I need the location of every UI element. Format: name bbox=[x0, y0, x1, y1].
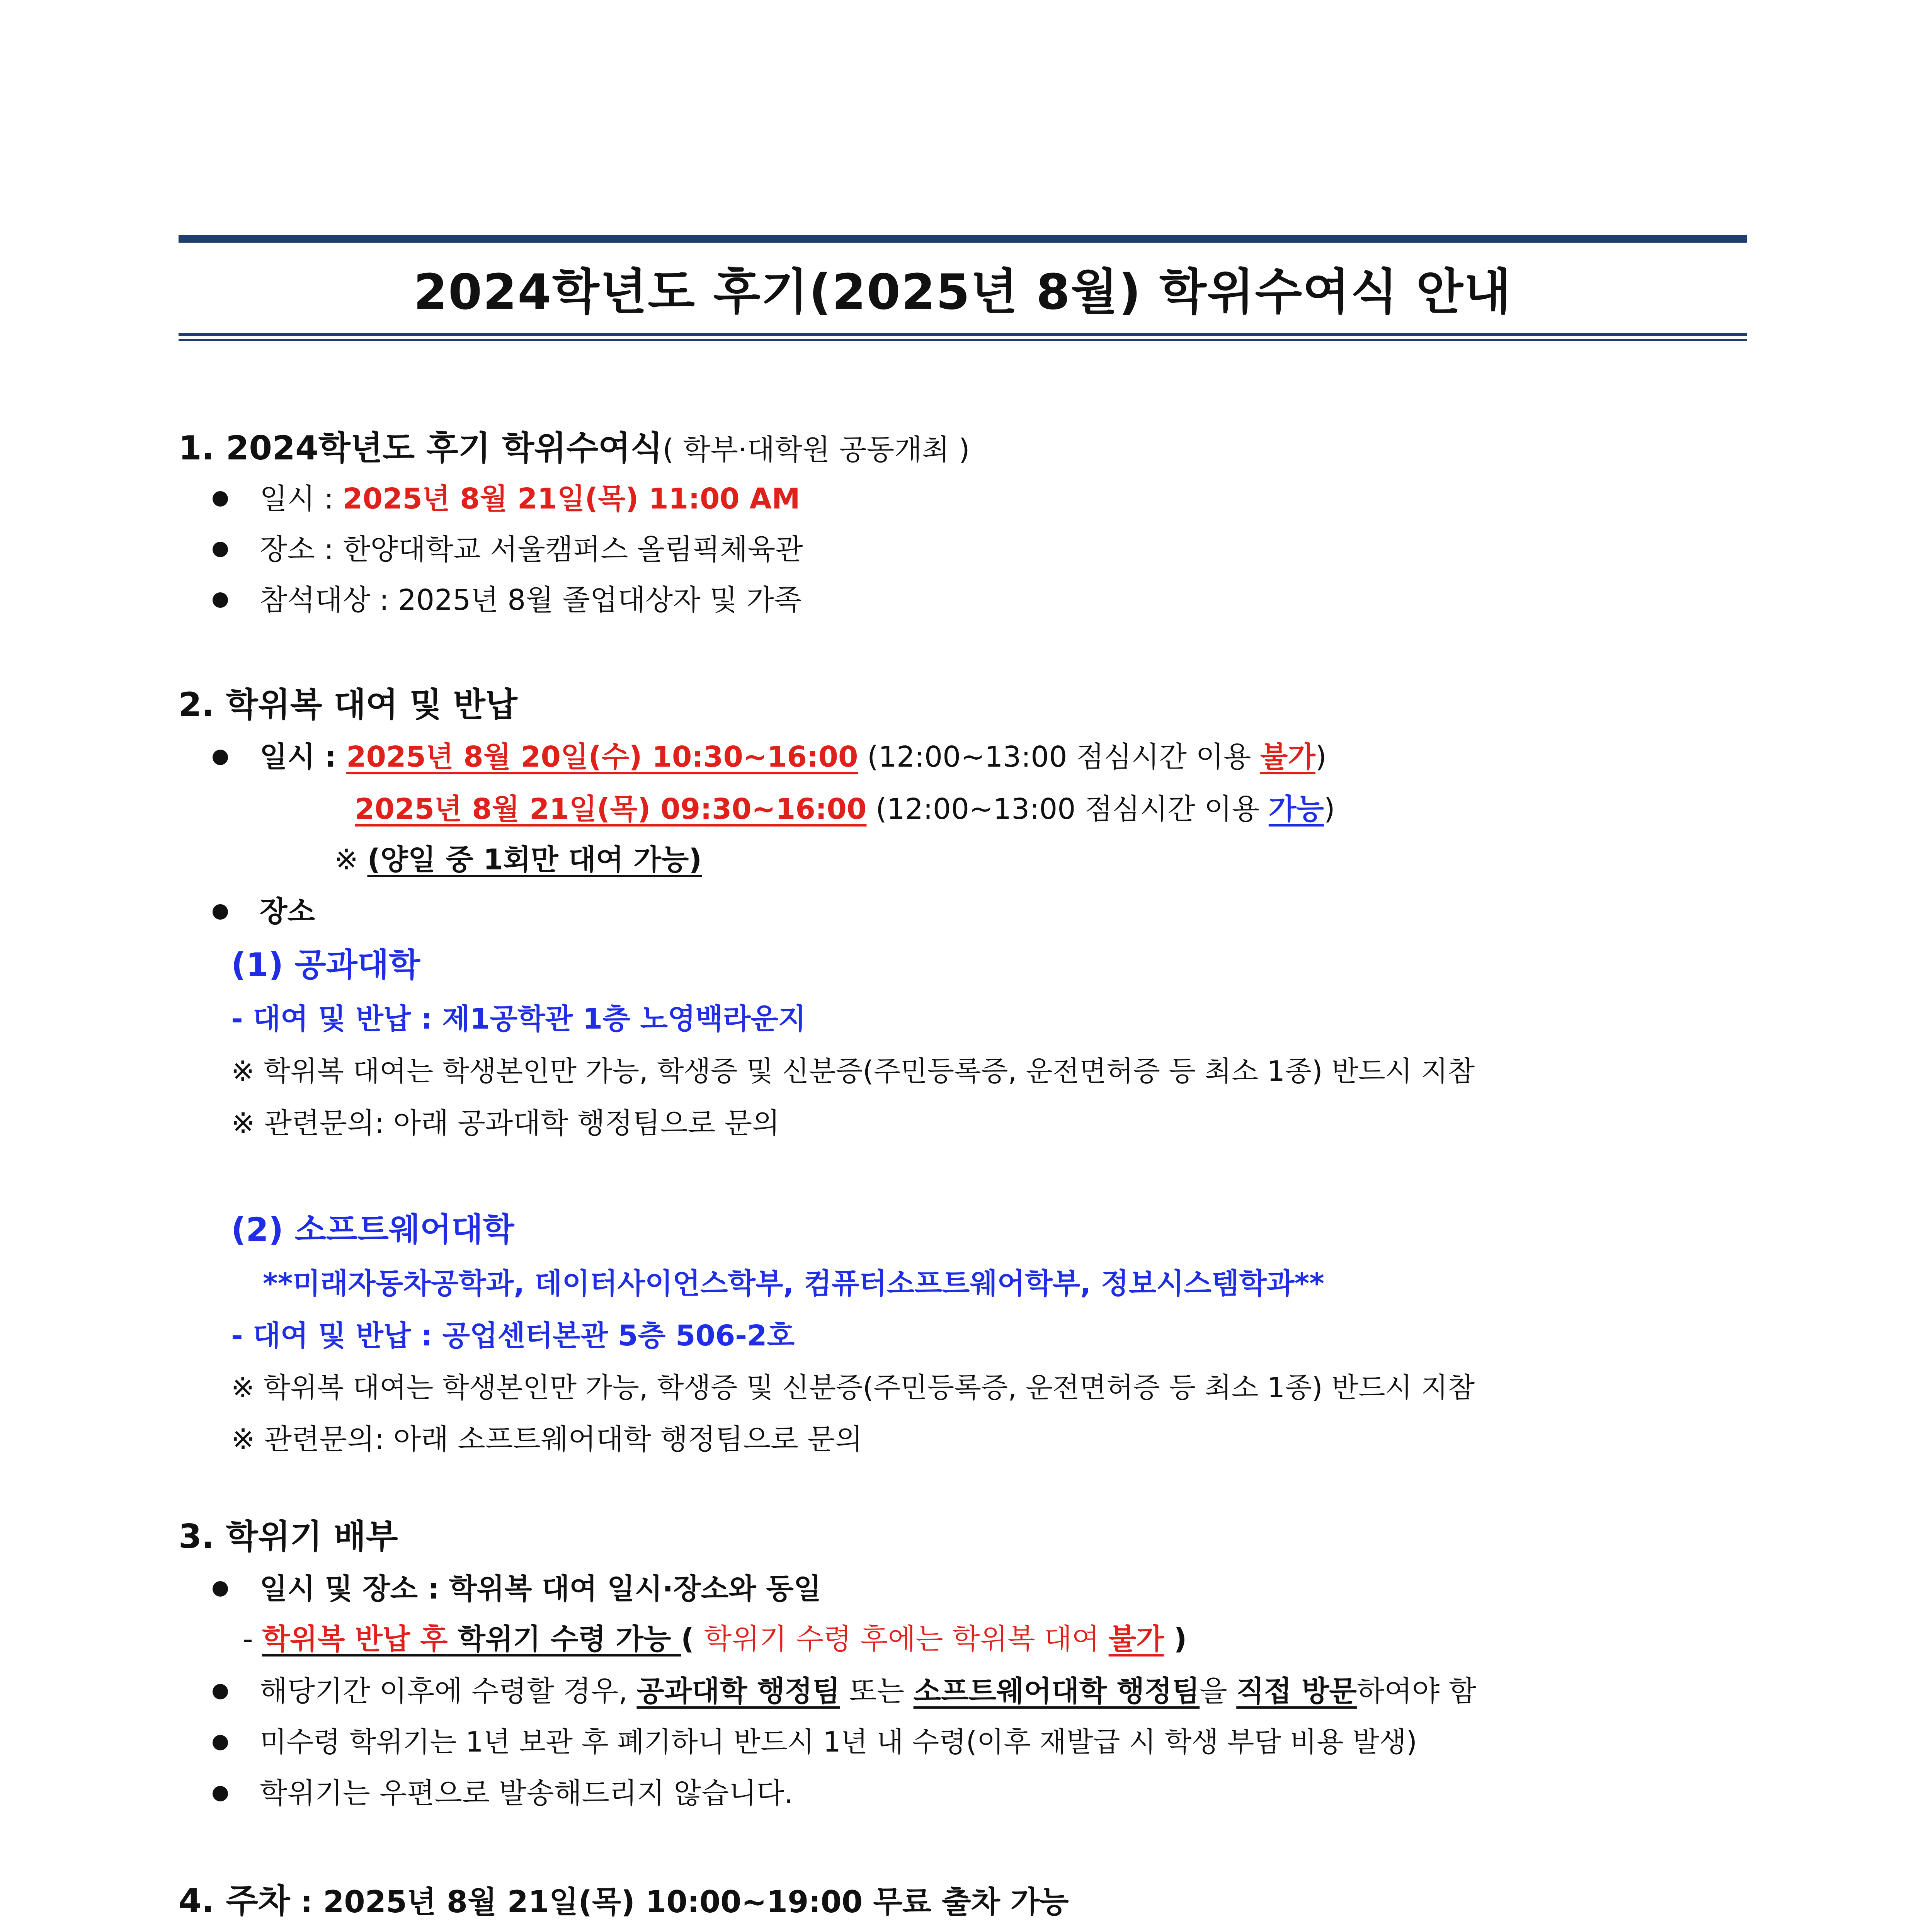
title-rule-bottom bbox=[179, 333, 1747, 336]
section-2-heading: 2. 학위복 대여 및 반납 bbox=[179, 685, 517, 724]
bullet-icon bbox=[213, 1735, 228, 1750]
ceremony-date: 일시 : 2025년 8월 21일(목) 11:00 AM bbox=[260, 482, 800, 515]
bullet-icon bbox=[213, 542, 228, 557]
section-1-heading: 1. 2024학년도 후기 학위수여식( 학부·대학원 공동개최 ) bbox=[179, 429, 970, 468]
section-4-heading: 4. 주차 : 2025년 8월 21일(목) 10:00~19:00 무료 출차 가능 bbox=[179, 1882, 1069, 1920]
eng-note-id: ※ 학위복 대여는 학생본인만 가능, 학생증 및 신분증(주민등록증, 운전면허증 등 최소 1종) 반드시 지참 bbox=[231, 1055, 1475, 1087]
sw-location: - 대여 및 반납 : 공업센터본관 5층 506-2호 bbox=[231, 1319, 795, 1352]
page-title: 2024학년도 후기(2025년 8월) 학위수여식 안내 bbox=[413, 264, 1512, 320]
diploma-receive-rule: - 학위복 반납 후 학위기 수령 가능 ( 학위기 수령 후에는 학위복 대여 불가 ) bbox=[243, 1622, 1187, 1656]
bullet-icon bbox=[213, 592, 228, 608]
gown-day2: 2025년 8월 21일(목) 09:30~16:00 (12:00~13:00 점심시간 이용 가능) bbox=[355, 793, 1335, 826]
bullet-icon bbox=[213, 904, 228, 920]
bullet-icon bbox=[213, 750, 228, 765]
sw-note-contact: ※ 관련문의: 아래 소프트웨어대학 행정팀으로 문의 bbox=[231, 1423, 863, 1456]
bullet-icon bbox=[213, 1684, 228, 1699]
title-rule-top bbox=[179, 235, 1747, 243]
gown-place-label: 장소 bbox=[260, 895, 315, 928]
sw-departments: **미래자동차공학과, 데이터사이언스학부, 컴퓨터소프트웨어학부, 정보시스템학과** bbox=[263, 1267, 1324, 1300]
eng-note-contact: ※ 관련문의: 아래 공과대학 행정팀으로 문의 bbox=[231, 1107, 780, 1140]
sw-college-title: (2) 소프트웨어대학 bbox=[231, 1211, 514, 1248]
gown-day1: 일시 : 2025년 8월 20일(수) 10:30~16:00 (12:00~13:00 점심시간 이용 불가) bbox=[260, 740, 1327, 774]
title-rule-bottom-thin bbox=[179, 339, 1747, 341]
ceremony-attendees: 참석대상 : 2025년 8월 졸업대상자 및 가족 bbox=[260, 583, 802, 617]
diploma-no-mail: 학위기는 우편으로 발송해드리지 않습니다. bbox=[260, 1777, 793, 1810]
eng-location: - 대여 및 반납 : 제1공학관 1층 노영백라운지 bbox=[231, 1002, 806, 1036]
sw-note-id: ※ 학위복 대여는 학생본인만 가능, 학생증 및 신분증(주민등록증, 운전면허증 등 최소 1종) 반드시 지참 bbox=[231, 1371, 1475, 1404]
bullet-icon bbox=[213, 1581, 228, 1597]
bullet-icon bbox=[213, 491, 228, 507]
diploma-unclaimed: 미수령 학위기는 1년 보관 후 폐기하니 반드시 1년 내 수령(이후 재발급 시 학생 부담 비용 발생) bbox=[260, 1726, 1417, 1758]
gown-once-note: ※ (양일 중 1회만 대여 가능) bbox=[334, 843, 702, 876]
eng-college-title: (1) 공과대학 bbox=[231, 946, 420, 984]
diploma-datetime: 일시 및 장소 : 학위복 대여 일시·장소와 동일 bbox=[260, 1572, 822, 1605]
bullet-icon bbox=[213, 1786, 228, 1801]
diploma-late-pickup: 해당기간 이후에 수령할 경우, 공과대학 행정팀 또는 소프트웨어대학 행정팀을 직접 방문하여야 함 bbox=[260, 1675, 1477, 1708]
ceremony-place: 장소 : 한양대학교 서울캠퍼스 올림픽체육관 bbox=[260, 533, 803, 566]
section-1-subtitle: ( 학부·대학원 공동개최 ) bbox=[662, 433, 970, 466]
section-3-heading: 3. 학위기 배부 bbox=[179, 1517, 398, 1556]
